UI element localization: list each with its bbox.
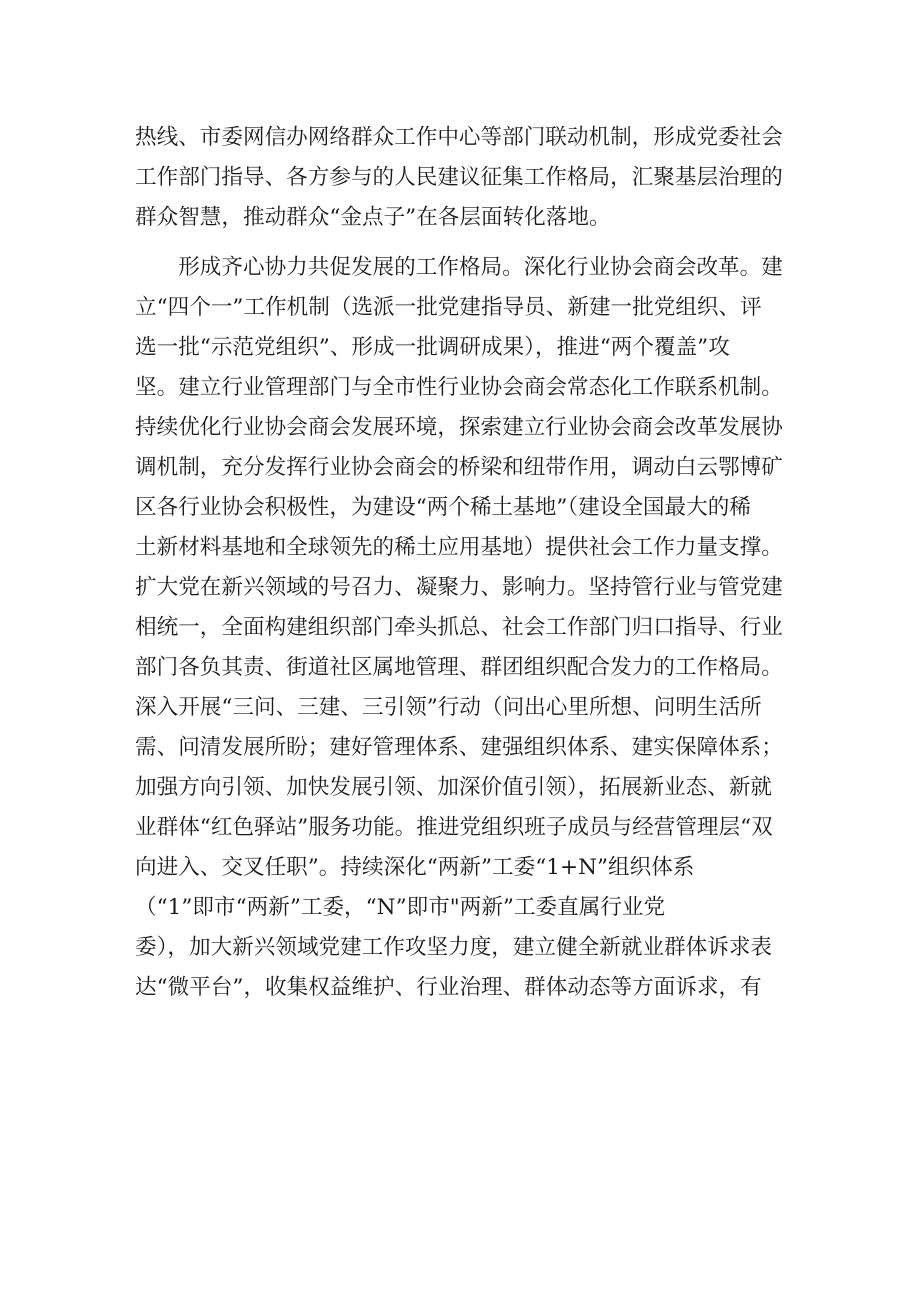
text-line: 需、问清发展所盼；建好管理体系、建强组织体系、建实保障体系； — [135, 735, 783, 760]
text-line: 扩大党在新兴领域的号召力、凝聚力、影响力。坚持管行业与管党建 — [135, 575, 783, 600]
text-line: 加强方向引领、加快发展引领、加深价值引领），拓展新业态、新就 — [135, 775, 773, 800]
text-line: 形成齐心协力共促发展的工作格局。深化行业协会商会改革。建 — [135, 255, 783, 280]
text-line: 调机制，充分发挥行业协会商会的桥梁和纽带作用，调动白云鄂博矿 — [135, 455, 783, 480]
text-line: 土新材料基地和全球领先的稀土应用基地）提供社会工作力量支撑。 — [135, 535, 783, 560]
document-body — [135, 118, 795, 1008]
text-line: 向进入、交叉任职”。持续深化“两新”工委“1+N”组织体系 — [135, 855, 695, 880]
text-line: 区各行业协会积极性，为建设“两个稀土基地”（建设全国最大的稀 — [135, 495, 751, 520]
text-line: 立“四个一”工作机制（选派一批党建指导员、新建一批党组织、评 — [135, 295, 762, 320]
text-line: （“1”即市“两新”工委，“N”即市"两新”工委直属行业党 — [135, 895, 666, 920]
text-line: 相统一，全面构建组织部门牵头抓总、社会工作部门归口指导、行业 — [135, 615, 783, 640]
text-line: 委），加大新兴领域党建工作攻坚力度，建立健全新就业群体诉求表 — [135, 935, 773, 960]
text-line: 坚。建立行业管理部门与全市性行业协会商会常态化工作联系机制。 — [135, 375, 783, 400]
text-line: 持续优化行业协会商会发展环境，探索建立行业协会商会改革发展协 — [135, 415, 783, 440]
text-line: 选一批“示范党组织”、形成一批调研成果），推进“两个覆盖”攻 — [135, 335, 730, 360]
text-line: 达“微平台”，收集权益维护、行业治理、群体动态等方面诉求，有 — [135, 975, 762, 1000]
text-line: 工作部门指导、各方参与的人民建议征集工作格局，汇聚基层治理的 — [135, 165, 783, 190]
text-line: 部门各负其责、街道社区属地管理、群团组织配合发力的工作格局。 — [135, 655, 783, 680]
text-line: 热线、市委网信办网络群众工作中心等部门联动机制，形成党委社会 — [135, 125, 783, 150]
paragraph-2 — [135, 248, 795, 1008]
text-line: 群众智慧，推动群众“金点子”在各层面转化落地。 — [135, 205, 611, 230]
text-line: 深入开展“三问、三建、三引领”行动（问出心里所想、问明生活所 — [135, 695, 762, 720]
text-line: 业群体“红色驿站”服务功能。推进党组织班子成员与经营管理层“双 — [135, 815, 773, 840]
paragraph-1 — [135, 118, 795, 238]
